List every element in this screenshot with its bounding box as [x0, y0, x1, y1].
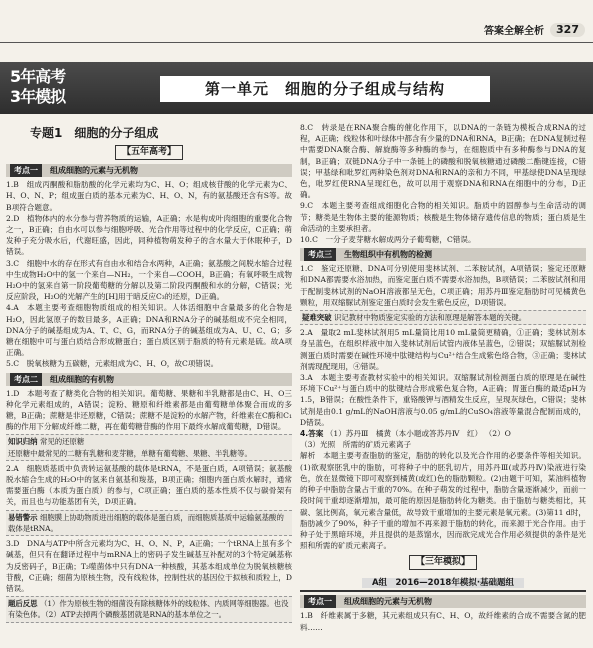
note-label: 题后反思	[8, 599, 38, 609]
answer-paragraph: 2.D 植物体内的水分参与营养物质的运输，A正确；水是构成叶肉细胞的重要化合物之一，B正确；自由水可以参与细胞呼吸、光合作用等过程中的化学反应，C正确；萌发种子充分吸水后，代谢旺盛，因此，同种植物萌发种子的含水量大于休眠种子，D错误。	[6, 213, 292, 257]
section-tag	[300, 555, 586, 570]
section-title: 答案全解全析	[484, 26, 545, 37]
kp-badge: 考点二	[10, 373, 42, 386]
answer-paragraph: 1.C 鉴定还原糖、DNA可分别使用斐林试剂、二苯胺试剂，A项错误；鉴定还原糖和DNA都需要水浴加热，而鉴定蛋白质不需要水浴加热，B项错误；二苯胺试剂和用于配制斐林试剂的NaOH溶液都呈无色，C项正确；用苏丹Ⅲ鉴定脂肪时可见橘黄色颗粒，用双缩脲试剂鉴定蛋白质时会发生紫色反应，D项错误。	[300, 264, 586, 307]
note-label: 疑难突破	[302, 313, 332, 323]
answer-paragraph: 5.C 脱氧核糖为五碳糖，元素组成为C、H、O，故C项错误。	[6, 359, 219, 369]
answer-paragraph: 10.C 一分子麦芽糖水解成两分子葡萄糖，C错误。	[300, 235, 476, 245]
book-logo	[6, 58, 78, 116]
answer-paragraph: 3.A 本题主要考查教材实验中的相关知识。双缩脲试剂检测蛋白质的原理是在碱性环境下Cu²⁺与蛋白质中的肽键结合形成紫色复合物，A正确；胃蛋白酶的最适pH为1.5，B错误；在酸性条件下，重铬酸钾与酒精发生反应，呈现灰绿色，C错误；斐林试剂是由0.1 g/mL的NaOH溶液与0.05 g/mL的CuSO₄溶液等量混合配制而成的，D错误。	[300, 373, 586, 427]
answer-paragraph: 8.C 转录是在RNA聚合酶的催化作用下，以DNA的一条链为模板合成RNA的过程，A正确；线粒体和叶绿体中都含有少量的DNA和RNA，B正确；在DNA复制过程中需要DNA聚合酶、解旋酶等多种酶的参与，在细胞质中有多种酶参与DNA的复制，B正确；双链DNA分子中一条链上的磷酸和脱氧核糖通过磷酸二酯键连接，C错误；甲基绿和吡罗红两种染色剂对DNA和RNA的亲和力不同，甲基绿使DNA呈现绿色，吡罗红使RNA呈现红色，故可以用于观察DNA和RNA在细胞中的分布，D正确。	[300, 123, 586, 200]
note-title: 常见的还原糖	[39, 437, 85, 447]
knowledge-point-heading	[6, 164, 292, 177]
left-column	[6, 122, 292, 625]
answer-paragraph: 1.D 本题考查了糖类化合物的相关知识。葡萄糖、果糖和半乳糖都是由C、H、O三种化学元素组成的，A错误；淀粉、糖原和纤维素都是由葡萄糖单体聚合而成的多糖，B正确；蔗糖是非还原糖，C错误；蔗糖不是淀粉的水解产物，纤维素在C酶和C₁酶的作用下分解成纤维二糖，再在葡萄糖苷酶的作用下最终水解成葡萄糖，D错误。	[6, 388, 292, 432]
logo-line2: 3年模拟	[10, 87, 66, 106]
kp-badge: 考点一	[10, 164, 42, 177]
header-right	[484, 22, 585, 37]
answer-paragraph: 3.D DNA与ATP中所含元素均为C、H、O、N、P，A正确；一个tRNA上虽有多个碱基，但只有在翻译过程中与mRNA上的密码子发生碱基互补配对的3个特定碱基称为反密码子，B正确；T₂噬菌体中只有DNA一种核酸，其基本组成单位为脱氧核糖核苷酸，C正确；细菌为原核生物，没有线粒体，控制性状的基因位于拟核和质粒上，D错误。	[6, 539, 292, 593]
section-tag-label: 【五年高考】	[115, 145, 183, 160]
answer-paragraph: 2.A 量取2 mL斐林试剂用5 mL量筒比用10 mL量筒更精确，①正确；斐林试剂本身呈蓝色，在组织样液中加入斐林试剂后试管内液体呈蓝色，②错误；双缩脲试剂检测蛋白质时需要在碱性环境中肽键结构与Cu²⁺结合生成紫色络合物，③正确；斐林试剂需现配现用，④错误。	[300, 328, 586, 371]
kp-title: 生物组织中有机物的检测	[344, 250, 432, 260]
answer-key-label: 4.答案	[300, 429, 324, 439]
group-label: A组 2016—2018年模拟·基础题组	[362, 578, 524, 588]
note-box	[6, 596, 292, 622]
section-tag	[6, 145, 292, 160]
answer-key-3: （3）光照 所需的矿质元素离子	[300, 440, 412, 450]
page-header	[0, 0, 593, 40]
kp-badge: 考点一	[304, 595, 336, 608]
kp-badge: 考点三	[304, 248, 336, 261]
answer-key-1: （1）苏丹Ⅲ 橘黄（本小题或答苏丹Ⅳ 红）	[325, 429, 483, 439]
section-tag-label: 【三年模拟】	[409, 555, 477, 570]
answer-paragraph: 4.A 本题主要考查细胞物质组成的相关知识。人体活细胞中含量最多的化合物是H₂O，因此氢原子的数目最多，A正确；DNA和RNA分子的碱基组成不完全相同，DNA分子的碱基组成为A、T、C、G，而RNA分子的碱基组成为A、U、C、G；多糖在细胞中可与蛋白质结合形成糖蛋白；蛋白质区别于脂质的特有元素是硫。故A项正确。	[6, 303, 292, 358]
note-label: 知识归纳	[8, 437, 38, 447]
note-text: 识记教材中物质鉴定实验的方法和原理是解答本题的关键。	[333, 313, 527, 323]
kp-title: 组成细胞的元素与无机物	[50, 166, 138, 176]
kp-title: 组成细胞的有机物	[50, 374, 114, 384]
kp-title: 组成细胞的元素与无机物	[344, 597, 432, 607]
answer-paragraph: 2.A 细胞质基质中负责转运氨基酸的载体是tRNA，不是蛋白质，A项错误；氨基酸脱水缩合生成的H₂O中的氢来自氨基和羧基，B项正确；细胞内蛋白质水解时，通常需要蛋白酶（本质为蛋白质）的参与，C项正确；蛋白质的基本性质不仅与碳骨架有关，而且也与功能基团有关，D项正确。	[6, 463, 292, 507]
note-text: （1）作为原核生物的细菌没有除核糖体外的线粒体、内质网等细胞器。也没有染色体。（2）ATP去掉两个磷酸基团就是RNA的基本单位之一。	[8, 599, 289, 620]
topic-heading: 专题1 细胞的分子组成	[30, 126, 159, 140]
answer-key-2: （2）O	[484, 429, 511, 439]
knowledge-point-heading	[300, 595, 586, 608]
note-text: 细胞膜上协助物质进出细胞的载体是蛋白质，而细胞质基质中运输氨基酸的载体是tRNA。	[8, 512, 284, 533]
knowledge-point-heading	[6, 373, 292, 386]
answer-paragraph: 1.B 纤维素属于多糖，其元素组成只有C、H、O，故纤维素的合成不需要含氮的肥料……	[300, 611, 586, 632]
knowledge-point-heading	[300, 248, 586, 261]
answer-paragraph: 9.C 本题主要考查组成细胞化合物的相关知识。脂质中的固醇参与生命活动的调节；糖类是生物体主要的能源物质；核酸是生物体储存遗传信息的物质；蛋白质是生命活动的主要承担者。	[300, 201, 586, 233]
header-rule	[0, 42, 593, 43]
note-box	[6, 510, 292, 536]
answer-key	[300, 428, 586, 450]
right-column	[300, 122, 586, 633]
analysis-paragraph: 解析 本题主要考查脂肪的鉴定，脂肪的转化以及光合作用的必要条件等相关知识。(1)欲观察胚乳中的脂肪，可将种子中的胚乳切片，用苏丹Ⅲ(或苏丹Ⅳ)染液进行染色，放在显微镜下即可观察到橘黄(或红)色的脂肪颗粒。(2)由题干可知，某油料植物的种子中脂肪含量占干重的70%。在种子萌发的过程中，脂肪含量逐渐减少，而前一段时间干重却逐渐增加，最可能的原因是脂肪转化为糖类。由于脂肪与糖类相比，其碳、氢比例高，氧元素含量低，故导致干重增加的主要元素是氧元素。(3)第11 d时，脂肪减少了90%，种子干重的增加不再来源于脂肪的转化，而来源于光合作用。由于种子处于黑暗环境，并且提供的是蒸馏水，因而欲完成光合作用必须提供的条件是光照和所需的矿质元素离子。	[300, 451, 586, 551]
page-number: 327	[550, 23, 585, 37]
note-label: 易错警示	[8, 512, 38, 522]
group-heading	[300, 576, 586, 592]
note-box	[300, 310, 586, 325]
answer-paragraph: 3.C 细胞中水的存在形式有自由水和结合水两种，A正确；氨基酸之间脱水缩合过程中生成物H₂O中的氢一个来自—NH₂，一个来自—COOH，B正确；有氧呼吸生成物H₂O中的氢来自第一阶段葡萄糖的分解以及第二阶段丙酮酸和水的分解，C错误；光反应阶段，H₂O的光解产生的[H]用于暗反应C₃的还原，D正确。	[6, 258, 292, 302]
note-box	[6, 434, 292, 460]
unit-title: 第一单元 细胞的分子组成与结构	[160, 76, 490, 102]
answer-paragraph: 1.B 组成丙酮酸和脂肪酸的化学元素均为C、H、O；组成核苷酸的化学元素为C、H、O、N、P；组成蛋白质的基本元素为C、H、O、N，有的氨基酸还含有S等。故B项符合题意。	[6, 180, 292, 212]
logo-line1: 5年高考	[10, 67, 66, 86]
note-text: 还原糖中最常见的二糖有乳糖和麦芽糖，单糖有葡萄糖、果糖、半乳糖等。	[8, 448, 252, 458]
